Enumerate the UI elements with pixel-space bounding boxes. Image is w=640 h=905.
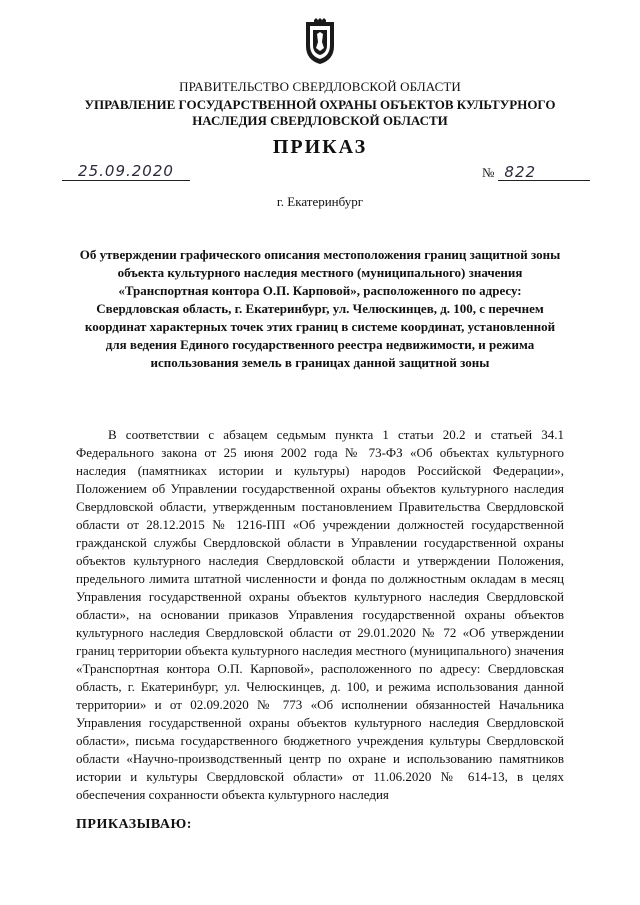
order-title: ПРИКАЗ: [272, 136, 368, 158]
number-sign: №: [482, 165, 495, 180]
order-city: г. Екатеринбург: [276, 194, 364, 209]
coat-of-arms-icon: [302, 18, 338, 66]
order-number-block: [482, 163, 590, 181]
order-number: 822: [498, 164, 590, 181]
decree-heading: ПРИКАЗЫВАЮ:: [76, 817, 192, 832]
government-name: ПРАВИТЕЛЬСТВО СВЕРДЛОВСКОЙ ОБЛАСТИ: [179, 79, 461, 94]
order-date: 25.09.2020: [62, 163, 190, 181]
department-name: УПРАВЛЕНИЕ ГОСУДАРСТВЕННОЙ ОХРАНЫ ОБЪЕКТОВ КУЛЬТУРНОГО НАСЛЕДИЯ СВЕРДЛОВСКОЙ ОБЛАСТИ: [84, 97, 556, 128]
order-body: В соответствии с абзацем седьмым пункта 1 статьи 20.2 и статьей 34.1 Федерального закона от 25 июня 2002 года № 73-ФЗ «Об объектах культурного наследия (памятниках истории и культуры) народов Российской Федерации», Положением об Управлении государственной охраны объектов культурного наследия Свердловской области, утвержденным постановлением Правительства Свердловской области от 28.12.2015 № 1216-ПП «Об учреждении должностей государственной гражданской службы Свердловской области в Управлении государственной охраны объектов культурного наследия Свердловской области и утверждении Положения, предельного лимита штатной численности и фонда по должностным окладам в месяц Управления государственной охраны объектов культурного наследия Свердловской области», на основании приказов Управления государственной охраны объектов культурного наследия Свердловской области от 29.01.2020 № 72 «Об утверждении границ территории объекта культурного наследия местного (муниципального) значения «Транспортная контора О.П. Карповой», расположенного по адресу: Свердловская область, г. Екатеринбург, ул. Челюскинцев, д. 100, и режима использования данной территории» и от 02.09.2020 № 773 «Об исполнении обязанностей Начальника Управления государственной охраны объектов культурного наследия Свердловской области», письма государственного бюджетного учреждения культуры Свердловской области «Научно-производственный центр по охране и использованию памятников истории и культуры Свердловской области» от 11.06.2020 № 614-13, в целях обеспечения сохранности объекта культурного наследия: [76, 427, 564, 802]
order-subject: Об утверждении графического описания местоположения границ защитной зоны объекта культурного наследия местного (муниципального) значения «Транспортная контора О.П. Карповой», расположенного по адресу: Свердловская область, г. Екатеринбург, ул. Челюскинцев, д. 100, с перечнем координат характерных точек этих границ в системе координат, установленной для ведения Единого государственного реестра недвижимости, и режима использования земель в границах данной защитной зоны: [79, 247, 561, 370]
